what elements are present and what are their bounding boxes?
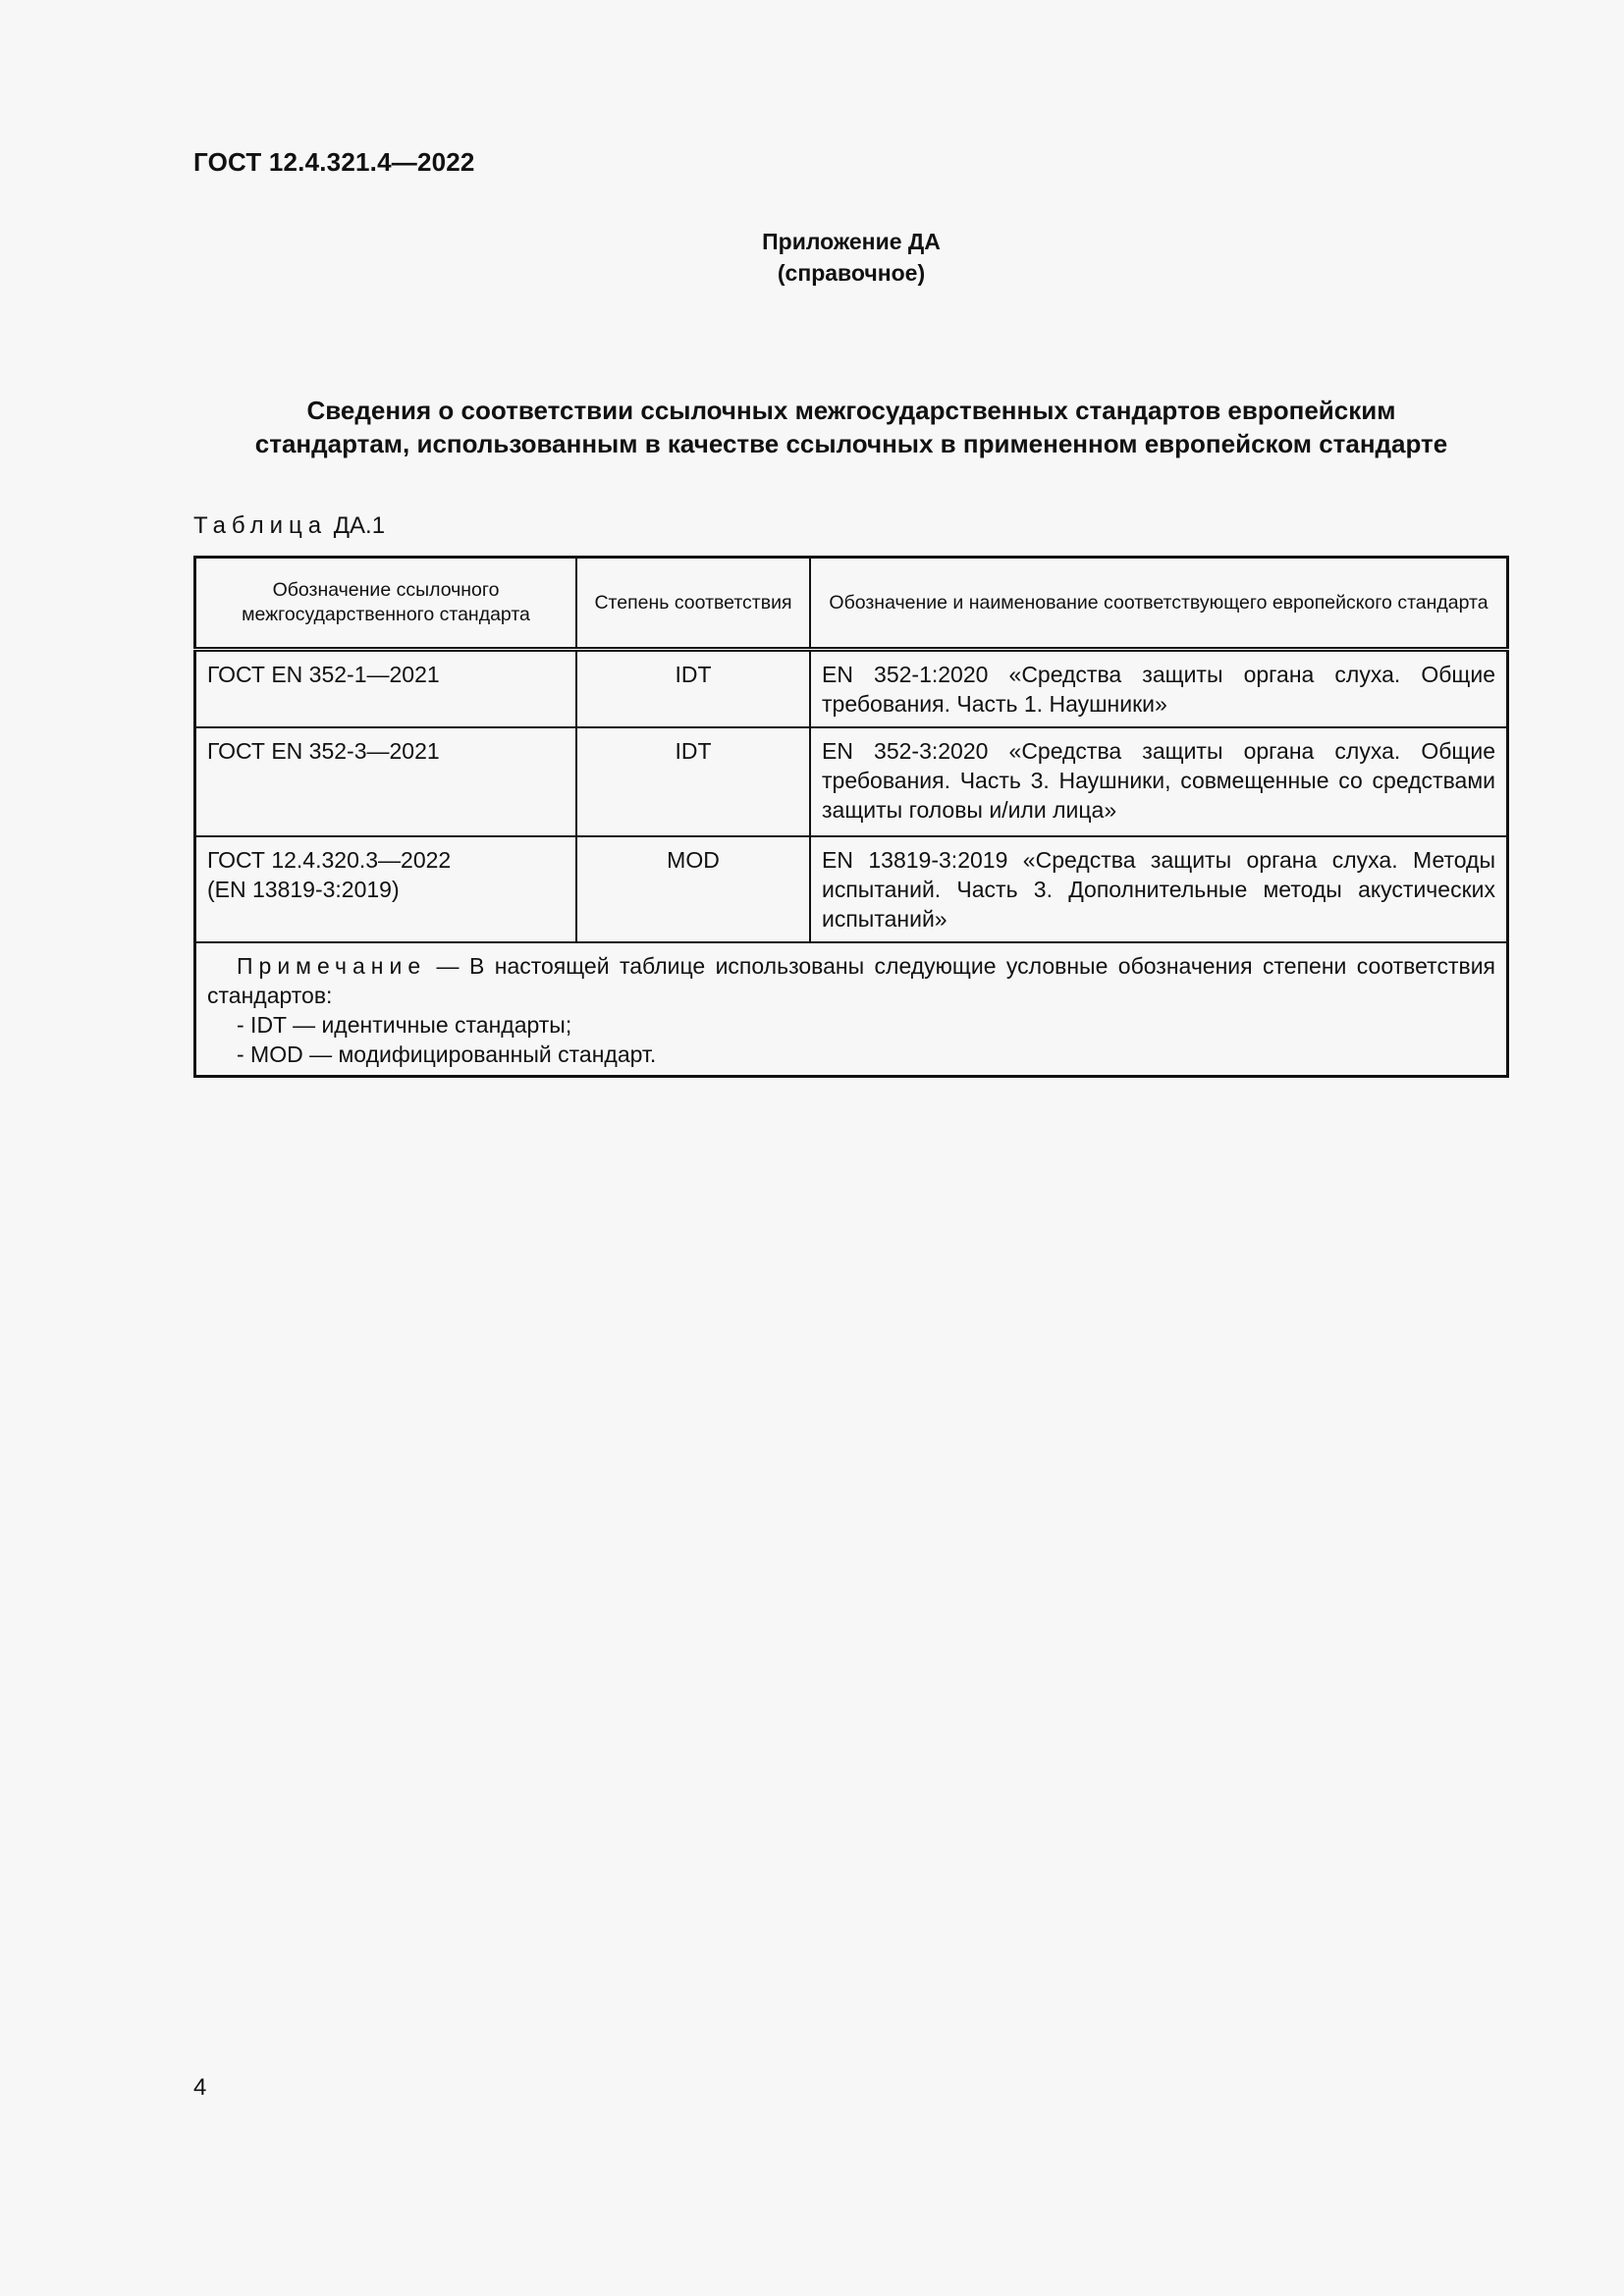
table-caption-label: Таблица bbox=[193, 512, 328, 539]
section-title-line2: стандартам, использованным в качестве ссылочных в примененном европейском стандарте bbox=[254, 429, 1448, 458]
page-number: 4 bbox=[193, 2074, 207, 2101]
cell-degree: MOD bbox=[576, 836, 810, 942]
note-paragraph bbox=[207, 951, 1495, 1010]
table-row bbox=[195, 836, 1508, 942]
table-row bbox=[195, 650, 1508, 728]
header-conformity-degree: Степень соответствия bbox=[576, 558, 810, 650]
cell-european-standard: EN 352-3:2020 «Средства защиты органа слуха. Общие требования. Часть 3. Наушники, совмещенные со средствами защиты головы и/или лица» bbox=[810, 727, 1508, 836]
document-code: ГОСТ 12.4.321.4—2022 bbox=[193, 147, 475, 177]
gost-designation-secondary: (EN 13819-3:2019) bbox=[207, 877, 400, 902]
note-label: Примечание bbox=[237, 953, 427, 979]
appendix-title: Приложение ДА bbox=[762, 229, 941, 254]
header-gost-designation: Обозначение ссылочного межгосударственного стандарта bbox=[195, 558, 577, 650]
table-header-row bbox=[195, 558, 1508, 650]
note-text: — В настоящей таблице использованы следующие условные обозначения степени соответствия стандартов: bbox=[207, 953, 1495, 1008]
table-caption-number: ДА.1 bbox=[333, 512, 386, 539]
section-title-line1: Сведения о соответствии ссылочных межгосударственных стандартов европейским bbox=[306, 396, 1396, 425]
gost-designation: ГОСТ EN 352-3—2021 bbox=[207, 738, 440, 764]
appendix-heading bbox=[0, 226, 1624, 289]
note-item: - MOD — модифицированный стандарт. bbox=[237, 1041, 657, 1067]
cell-degree: IDT bbox=[576, 650, 810, 728]
cell-gost bbox=[195, 727, 577, 836]
table-caption bbox=[193, 512, 385, 540]
note-item: - IDT — идентичные стандарты; bbox=[237, 1012, 572, 1038]
cell-gost bbox=[195, 650, 577, 728]
table-note-row bbox=[195, 942, 1508, 1077]
table-row bbox=[195, 727, 1508, 836]
conformity-table bbox=[193, 556, 1509, 1078]
appendix-subtitle: (справочное) bbox=[777, 260, 926, 286]
cell-degree: IDT bbox=[576, 727, 810, 836]
gost-designation: ГОСТ 12.4.320.3—2022 bbox=[207, 847, 452, 873]
table-note bbox=[195, 942, 1508, 1077]
cell-european-standard: EN 352-1:2020 «Средства защиты органа слуха. Общие требования. Часть 1. Наушники» bbox=[810, 650, 1508, 728]
header-european-standard: Обозначение и наименование соответствующего европейского стандарта bbox=[810, 558, 1508, 650]
cell-european-standard: EN 13819-3:2019 «Средства защиты органа слуха. Методы испытаний. Часть 3. Дополнительные методы акустических испытаний» bbox=[810, 836, 1508, 942]
gost-designation: ГОСТ EN 352-1—2021 bbox=[207, 662, 440, 687]
section-title bbox=[193, 394, 1509, 460]
cell-gost bbox=[195, 836, 577, 942]
